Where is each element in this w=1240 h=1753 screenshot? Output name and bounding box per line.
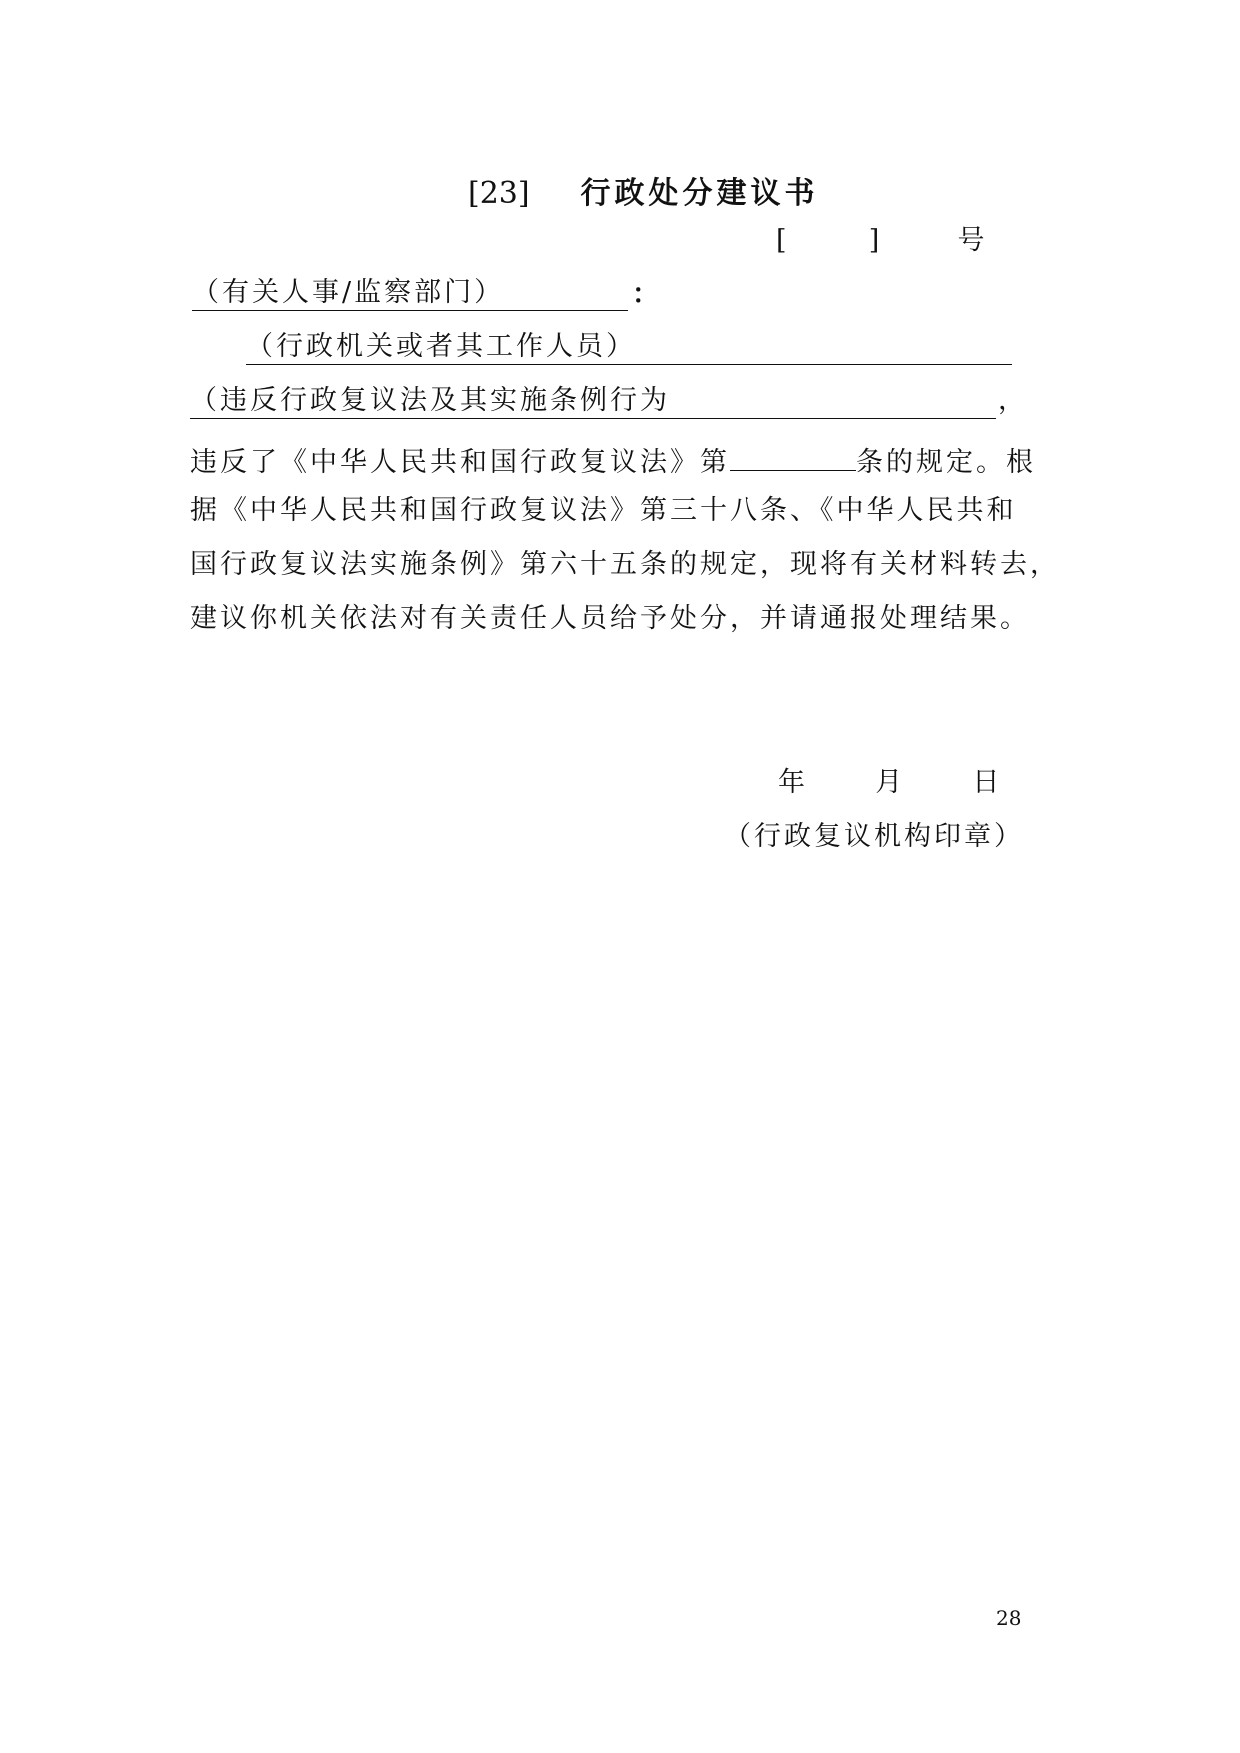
title-text: 行政处分建议书 — [580, 176, 819, 211]
violation-text: （违反行政复议法及其实施条例行为 — [190, 385, 670, 416]
title-number: [23] — [468, 176, 530, 211]
doc-number-suffix: 号 — [957, 225, 988, 256]
body-line-4: 建议你机关依法对有关责任人员给予处分，并请通报处理结果。 — [190, 603, 1030, 634]
doc-number-open-bracket: [ — [776, 225, 790, 256]
document-title — [468, 168, 819, 212]
body-line-1-end: 条的规定。根 — [856, 447, 1036, 478]
body-line-2: 据《中华人民共和国行政复议法》第三十八条、《中华人民共和 — [190, 495, 1017, 526]
date-month: 月 — [875, 767, 906, 798]
document-number — [776, 224, 987, 258]
violation-comma: ， — [998, 385, 1028, 416]
article-number-blank — [730, 440, 856, 471]
page-number: 28 — [996, 1606, 1022, 1630]
violation-field — [190, 384, 996, 419]
subject-field — [246, 330, 1012, 365]
addressee-colon: ： — [632, 279, 662, 310]
body-line-1-start: 违反了《中华人民共和国行政复议法》第 — [190, 447, 730, 478]
seal-label: （行政复议机构印章） — [724, 821, 1024, 852]
date-year: 年 — [778, 767, 808, 798]
date-day: 日 — [972, 767, 1003, 798]
date-line — [778, 766, 1002, 800]
addressee-field — [192, 276, 628, 311]
doc-number-close-bracket: ] — [868, 225, 883, 256]
addressee-text: （有关人事/监察部门） — [192, 277, 505, 308]
subject-text: （行政机关或者其工作人员） — [246, 331, 636, 362]
body-line-3: 国行政复议法实施条例》第六十五条的规定，现将有关材料转去， — [190, 549, 1060, 580]
body-line-1 — [190, 440, 1036, 480]
